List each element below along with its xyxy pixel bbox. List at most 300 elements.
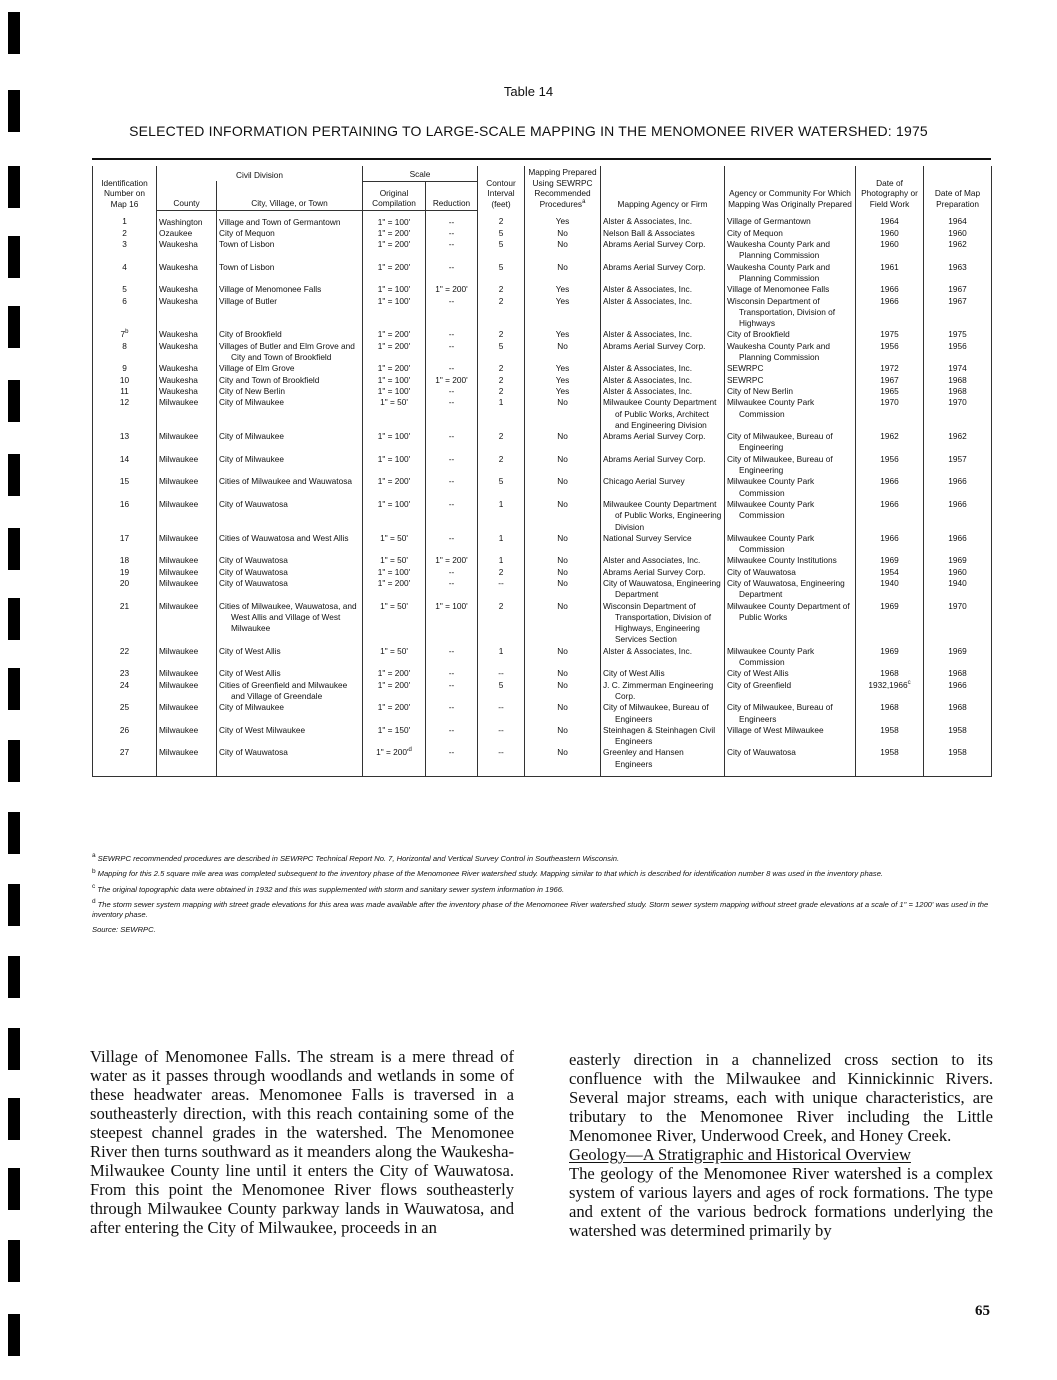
table-row	[93, 454, 992, 477]
cell-agency	[601, 239, 725, 262]
binding-bar	[8, 668, 20, 710]
cell-procedures	[525, 454, 601, 477]
cell-community-text: City of Milwaukee, Bureau of Engineering	[727, 431, 833, 453]
cell-map-date-text: 1968	[948, 668, 967, 679]
cell-original-text: 1" = 200'	[377, 340, 411, 351]
cell-id	[93, 725, 157, 748]
binding-bar	[8, 528, 20, 570]
cell-county-text: Milwaukee	[159, 397, 199, 408]
cell-original-text: 1" = 100'	[377, 385, 411, 396]
cell-contour	[478, 284, 525, 295]
cell-original-text: 1" = 200'	[377, 679, 411, 690]
binding-bar	[8, 1098, 20, 1140]
cell-contour	[478, 239, 525, 262]
cell-photo-date-text: 1969	[880, 600, 899, 611]
cell-map-date	[924, 680, 992, 703]
cell-map-date	[924, 601, 992, 646]
table-row	[93, 747, 992, 776]
cell-id	[93, 397, 157, 431]
cell-procedures-text: No	[557, 453, 568, 464]
cell-contour-text: 2	[498, 284, 504, 295]
cell-city-text: City of West Allis	[219, 668, 281, 679]
cell-county	[157, 228, 217, 239]
cell-id-text: 9	[122, 363, 127, 374]
cell-county-text: Milwaukee	[159, 532, 199, 543]
cell-county	[157, 375, 217, 386]
cell-map-date-text: 1956	[948, 340, 967, 351]
cell-county-text: Milwaukee	[159, 724, 199, 735]
cell-original	[363, 555, 426, 566]
header-photo-date: Date of Photography or Field Work	[856, 166, 924, 210]
cell-id	[93, 555, 157, 566]
cell-procedures	[525, 725, 601, 748]
cell-contour-text: 2	[498, 329, 504, 340]
cell-id	[93, 668, 157, 679]
cell-contour-text: 5	[498, 476, 504, 487]
cell-procedures	[525, 431, 601, 454]
cell-community	[725, 228, 856, 239]
cell-reduction-text: --	[448, 702, 455, 713]
cell-original	[363, 680, 426, 703]
header-scale: Scale	[363, 166, 478, 181]
cell-photo-date	[856, 555, 924, 566]
cell-original	[363, 567, 426, 578]
cell-id	[93, 533, 157, 556]
cell-original-text: 1" = 50'	[380, 555, 408, 566]
cell-original-text: 1" = 200'	[377, 702, 411, 713]
cell-county	[157, 210, 217, 228]
cell-procedures-text: No	[557, 702, 568, 713]
cell-id	[93, 601, 157, 646]
cell-map-date	[924, 499, 992, 533]
cell-original-text: 1" = 200'	[377, 668, 411, 679]
cell-agency	[601, 296, 725, 330]
cell-id-text: 8	[122, 340, 127, 351]
binding-bar	[8, 812, 20, 854]
cell-procedures	[525, 228, 601, 239]
cell-city-text: Town of Lisbon	[219, 239, 275, 250]
cell-agency-text: Abrams Aerial Survey Corp.	[603, 566, 706, 577]
cell-contour	[478, 646, 525, 669]
cell-map-date-text: 1970	[948, 397, 967, 408]
cell-map-date-text: 1964	[948, 216, 967, 226]
cell-id	[93, 680, 157, 703]
cell-original-text: 1" = 50'	[380, 600, 408, 611]
cell-reduction	[426, 533, 478, 556]
cell-contour	[478, 431, 525, 454]
cell-reduction-text: --	[448, 453, 455, 464]
cell-original	[363, 363, 426, 374]
cell-city	[217, 363, 363, 374]
cell-original	[363, 578, 426, 601]
cell-map-date-text: 1940	[948, 578, 967, 588]
table-row	[93, 296, 992, 330]
cell-photo-date	[856, 341, 924, 364]
cell-map-date	[924, 567, 992, 578]
cell-reduction	[426, 210, 478, 228]
table-row	[93, 375, 992, 386]
cell-agency-text: City of Wauwatosa, Engineering Department	[603, 578, 721, 600]
cell-agency-text: Alster & Associates, Inc.	[603, 645, 693, 656]
table-row	[93, 262, 992, 285]
cell-community-text: Milwaukee County Park Commission	[727, 498, 815, 521]
cell-contour	[478, 680, 525, 703]
cell-map-date	[924, 578, 992, 601]
cell-city-text: City of Wauwatosa	[219, 555, 288, 566]
cell-city-text: Villages of Butler and Elm Grove and City and Town of Brookfield	[219, 340, 355, 363]
cell-photo-date-text: 1960	[880, 227, 899, 238]
cell-reduction	[426, 567, 478, 578]
cell-county	[157, 499, 217, 533]
cell-id-mark: b	[125, 329, 129, 336]
table-row	[93, 725, 992, 748]
cell-county-text: Milwaukee	[159, 498, 199, 509]
cell-original-text: 1" = 100'	[377, 498, 411, 509]
cell-procedures-text: No	[557, 227, 568, 238]
cell-original	[363, 747, 426, 776]
cell-photo-date-text: 1970	[880, 397, 899, 408]
cell-agency-text: Wisconsin Department of Transportation, Division of Highways, Engineering Services Section	[603, 600, 712, 645]
cell-original	[363, 499, 426, 533]
cell-contour	[478, 747, 525, 776]
binding-bar	[8, 956, 20, 998]
cell-contour-text: 5	[498, 679, 504, 690]
cell-map-date-text: 1966	[948, 532, 967, 543]
cell-agency-text: Alster & Associates, Inc.	[603, 216, 693, 226]
cell-id-text: 20	[119, 578, 130, 588]
cell-original	[363, 454, 426, 477]
cell-original	[363, 375, 426, 386]
cell-agency	[601, 262, 725, 285]
cell-id	[93, 499, 157, 533]
cell-map-date	[924, 397, 992, 431]
cell-reduction-text: --	[448, 261, 455, 272]
header-agency: Mapping Agency or Firm	[601, 166, 725, 210]
cell-photo-date	[856, 499, 924, 533]
cell-procedures	[525, 284, 601, 295]
cell-city-text: Village of Menomonee Falls	[219, 284, 322, 295]
table-row	[93, 431, 992, 454]
cell-community	[725, 668, 856, 679]
cell-photo-date	[856, 239, 924, 262]
cell-original-text: 1" = 200'	[377, 363, 411, 374]
cell-contour	[478, 363, 525, 374]
cell-agency	[601, 725, 725, 748]
cell-map-date-text: 1970	[948, 600, 967, 611]
footnote-mark: a	[92, 852, 96, 860]
cell-photo-date-text: 1932,1966	[868, 679, 908, 690]
cell-city	[217, 397, 363, 431]
section-heading: Geology—A Stratigraphic and Historical Overview	[569, 1145, 911, 1164]
cell-id-text: 26	[119, 724, 130, 735]
cell-procedures	[525, 386, 601, 397]
cell-id-text: 25	[119, 702, 130, 713]
cell-photo-date	[856, 397, 924, 431]
footnote	[92, 869, 991, 879]
cell-reduction-text: 1" = 100'	[435, 600, 468, 611]
cell-community	[725, 476, 856, 499]
cell-id	[93, 341, 157, 364]
cell-county-text: Waukesha	[159, 261, 198, 272]
cell-procedures	[525, 567, 601, 578]
cell-photo-date	[856, 567, 924, 578]
cell-agency-text: National Survey Service	[603, 532, 692, 543]
mapping-table	[92, 166, 992, 777]
cell-id-text: 23	[119, 668, 130, 679]
cell-city	[217, 296, 363, 330]
cell-community-text: City of Greenfield	[727, 679, 792, 690]
cell-original-text: 1" = 50'	[380, 532, 408, 543]
cell-contour	[478, 702, 525, 725]
cell-contour-text: 1	[498, 555, 504, 566]
cell-city	[217, 454, 363, 477]
cell-city	[217, 668, 363, 679]
cell-city	[217, 210, 363, 228]
cell-agency-text: Alster & Associates, Inc.	[603, 295, 693, 306]
cell-community-text: City of Brookfield	[727, 329, 790, 340]
cell-original	[363, 725, 426, 748]
cell-id-text: 16	[119, 498, 130, 509]
cell-map-date	[924, 747, 992, 776]
header-contour: Contour Interval (feet)	[478, 166, 525, 210]
cell-agency	[601, 533, 725, 556]
cell-contour-text: 2	[498, 363, 504, 374]
cell-original-text: 1" = 50'	[380, 397, 408, 408]
cell-map-date	[924, 533, 992, 556]
cell-photo-date	[856, 476, 924, 499]
cell-community	[725, 601, 856, 646]
cell-original	[363, 284, 426, 295]
footnote-mark: b	[92, 867, 96, 875]
cell-id	[93, 296, 157, 330]
cell-id-text: 14	[119, 453, 130, 464]
cell-county	[157, 397, 217, 431]
cell-county	[157, 363, 217, 374]
cell-community-text: Milwaukee County Park Commission	[727, 397, 815, 419]
cell-agency-text: Alster & Associates, Inc.	[603, 374, 693, 385]
cell-original	[363, 210, 426, 228]
cell-reduction-text: 1" = 200'	[435, 284, 468, 295]
cell-map-date	[924, 702, 992, 725]
cell-county-text: Waukesha	[159, 340, 198, 351]
cell-photo-date-text: 1975	[880, 329, 899, 340]
cell-id-text: 13	[119, 431, 130, 442]
cell-city	[217, 702, 363, 725]
cell-photo-date-text: 1964	[880, 216, 899, 226]
body-paragraph: The geology of the Menomonee River watershed is a complex system of various layers and ages of rock formations. The type and extent of the various bedrock formations underlying the watershed was determined primarily by	[569, 1164, 993, 1240]
cell-city	[217, 533, 363, 556]
cell-id-text: 21	[119, 600, 130, 611]
cell-city	[217, 499, 363, 533]
cell-original-text: 1" = 200'	[376, 747, 409, 758]
cell-original-text: 1" = 150'	[377, 724, 411, 735]
cell-map-date	[924, 239, 992, 262]
cell-city	[217, 375, 363, 386]
cell-contour	[478, 228, 525, 239]
binding-bar	[8, 598, 20, 640]
cell-original	[363, 262, 426, 285]
cell-county-text: Milwaukee	[159, 453, 199, 464]
cell-procedures-text: No	[557, 261, 568, 272]
cell-community	[725, 375, 856, 386]
cell-reduction	[426, 228, 478, 239]
cell-id	[93, 646, 157, 669]
cell-city	[217, 329, 363, 340]
cell-photo-date	[856, 668, 924, 679]
cell-contour-text: 1	[498, 645, 504, 656]
cell-id	[93, 210, 157, 228]
cell-original	[363, 329, 426, 340]
cell-reduction-text: --	[448, 239, 455, 250]
cell-procedures-text: Yes	[555, 295, 570, 306]
cell-contour	[478, 601, 525, 646]
cell-photo-date-text: 1954	[880, 566, 899, 577]
cell-reduction	[426, 341, 478, 364]
cell-contour	[478, 341, 525, 364]
cell-reduction	[426, 725, 478, 748]
binding-bar	[8, 740, 20, 782]
cell-map-date	[924, 431, 992, 454]
table-row	[93, 329, 992, 340]
cell-procedures	[525, 262, 601, 285]
cell-city-text: City and Town of Brookfield	[219, 374, 320, 385]
cell-county-text: Milwaukee	[159, 431, 199, 442]
cell-contour-text: --	[498, 702, 504, 713]
cell-procedures-text: Yes	[555, 216, 570, 226]
cell-photo-date-text: 1958	[880, 747, 899, 758]
cell-county	[157, 431, 217, 454]
cell-photo-date	[856, 228, 924, 239]
cell-procedures	[525, 329, 601, 340]
footnote	[92, 854, 991, 864]
cell-contour	[478, 578, 525, 601]
cell-photo-date	[856, 363, 924, 374]
cell-community	[725, 454, 856, 477]
cell-procedures-text: No	[557, 397, 568, 408]
cell-community	[725, 646, 856, 669]
cell-procedures	[525, 363, 601, 374]
cell-photo-date	[856, 210, 924, 228]
cell-original	[363, 476, 426, 499]
cell-county	[157, 646, 217, 669]
table-row	[93, 284, 992, 295]
cell-photo-date-text: 1966	[880, 532, 899, 543]
cell-map-date-text: 1975	[948, 329, 967, 340]
body-column-left	[90, 1047, 514, 1237]
cell-community-text: Milwaukee County Park Commission	[727, 476, 815, 498]
cell-photo-date-text: 1968	[880, 702, 899, 713]
cell-contour-text: 2	[498, 374, 504, 385]
cell-city-text: City of Milwaukee	[219, 397, 285, 408]
cell-contour	[478, 668, 525, 679]
cell-map-date	[924, 454, 992, 477]
cell-map-date	[924, 341, 992, 364]
cell-city-text: Village of Elm Grove	[219, 363, 295, 374]
cell-photo-date	[856, 747, 924, 776]
header-community: Agency or Community For Which Mapping Was Originally Prepared	[725, 166, 856, 210]
cell-map-date-text: 1968	[948, 374, 967, 385]
footnote-text: The storm sewer system mapping with street grade elevations for this area was made available after the inventory phase of the Menomonee River watershed study. Storm sewer system mapping without street grade elevations at a scale of 1" = 1200' was used in the inventory phase.	[92, 899, 989, 920]
cell-contour-text: 2	[498, 385, 504, 396]
cell-county	[157, 454, 217, 477]
cell-agency-text: Steinhagen & Steinhagen Civil Engineers	[603, 724, 716, 747]
cell-map-date-text: 1966	[948, 679, 967, 690]
cell-id	[93, 386, 157, 397]
cell-contour-text: 2	[498, 566, 504, 577]
cell-original-text: 1" = 200'	[377, 329, 411, 340]
cell-map-date-text: 1968	[948, 385, 967, 396]
cell-reduction-text: --	[448, 645, 455, 656]
page-number: 65	[975, 1303, 990, 1319]
cell-original-text: 1" = 200'	[377, 476, 411, 487]
table-row	[93, 646, 992, 669]
cell-agency	[601, 702, 725, 725]
cell-county	[157, 476, 217, 499]
table-row	[93, 239, 992, 262]
cell-original-mark: d	[408, 747, 412, 754]
cell-id-text: 6	[122, 295, 127, 306]
cell-agency-text: Chicago Aerial Survey	[603, 476, 685, 487]
cell-map-date-text: 1967	[948, 295, 967, 306]
cell-id-text: 11	[120, 385, 129, 396]
cell-agency	[601, 284, 725, 295]
cell-map-date	[924, 668, 992, 679]
cell-community	[725, 284, 856, 295]
cell-photo-date-text: 1961	[880, 261, 899, 272]
cell-procedures-text: No	[557, 668, 568, 679]
cell-community-text: Waukesha County Park and Planning Commission	[727, 239, 831, 261]
cell-agency-text: Milwaukee County Department of Public Works, Engineering Division	[603, 498, 722, 532]
cell-original	[363, 386, 426, 397]
table-row	[93, 210, 992, 228]
cell-id	[93, 363, 157, 374]
footnote-text: SEWRPC recommended procedures are described in SEWRPC Technical Report No. 7, Horizontal and Vertical Survey Control in Southeastern Wisconsin.	[97, 854, 620, 863]
cell-county-text: Waukesha	[159, 374, 198, 385]
cell-id	[93, 239, 157, 262]
cell-community	[725, 341, 856, 364]
cell-agency	[601, 386, 725, 397]
cell-contour	[478, 555, 525, 566]
table-row	[93, 601, 992, 646]
header-reduction: Reduction	[426, 181, 478, 210]
cell-agency	[601, 329, 725, 340]
cell-agency-text: Abrams Aerial Survey Corp.	[603, 431, 706, 442]
cell-reduction	[426, 397, 478, 431]
cell-county	[157, 533, 217, 556]
table-row	[93, 702, 992, 725]
cell-procedures-text: No	[557, 724, 568, 735]
cell-id	[93, 476, 157, 499]
cell-reduction	[426, 375, 478, 386]
cell-map-date-text: 1960	[948, 227, 967, 238]
cell-contour	[478, 567, 525, 578]
binding-bar	[8, 1240, 20, 1282]
cell-id	[93, 284, 157, 295]
cell-map-date-text: 1958	[948, 724, 967, 735]
cell-original-text: 1" = 200'	[377, 227, 411, 238]
table-body	[93, 210, 992, 777]
cell-reduction	[426, 680, 478, 703]
cell-map-date-text: 1962	[948, 431, 967, 442]
cell-photo-date	[856, 646, 924, 669]
cell-city	[217, 476, 363, 499]
cell-contour	[478, 210, 525, 228]
cell-original-text: 1" = 100'	[377, 284, 411, 295]
cell-photo-date-text: 1968	[880, 668, 899, 679]
cell-county	[157, 668, 217, 679]
cell-map-date-text: 1958	[948, 747, 967, 758]
cell-agency	[601, 646, 725, 669]
